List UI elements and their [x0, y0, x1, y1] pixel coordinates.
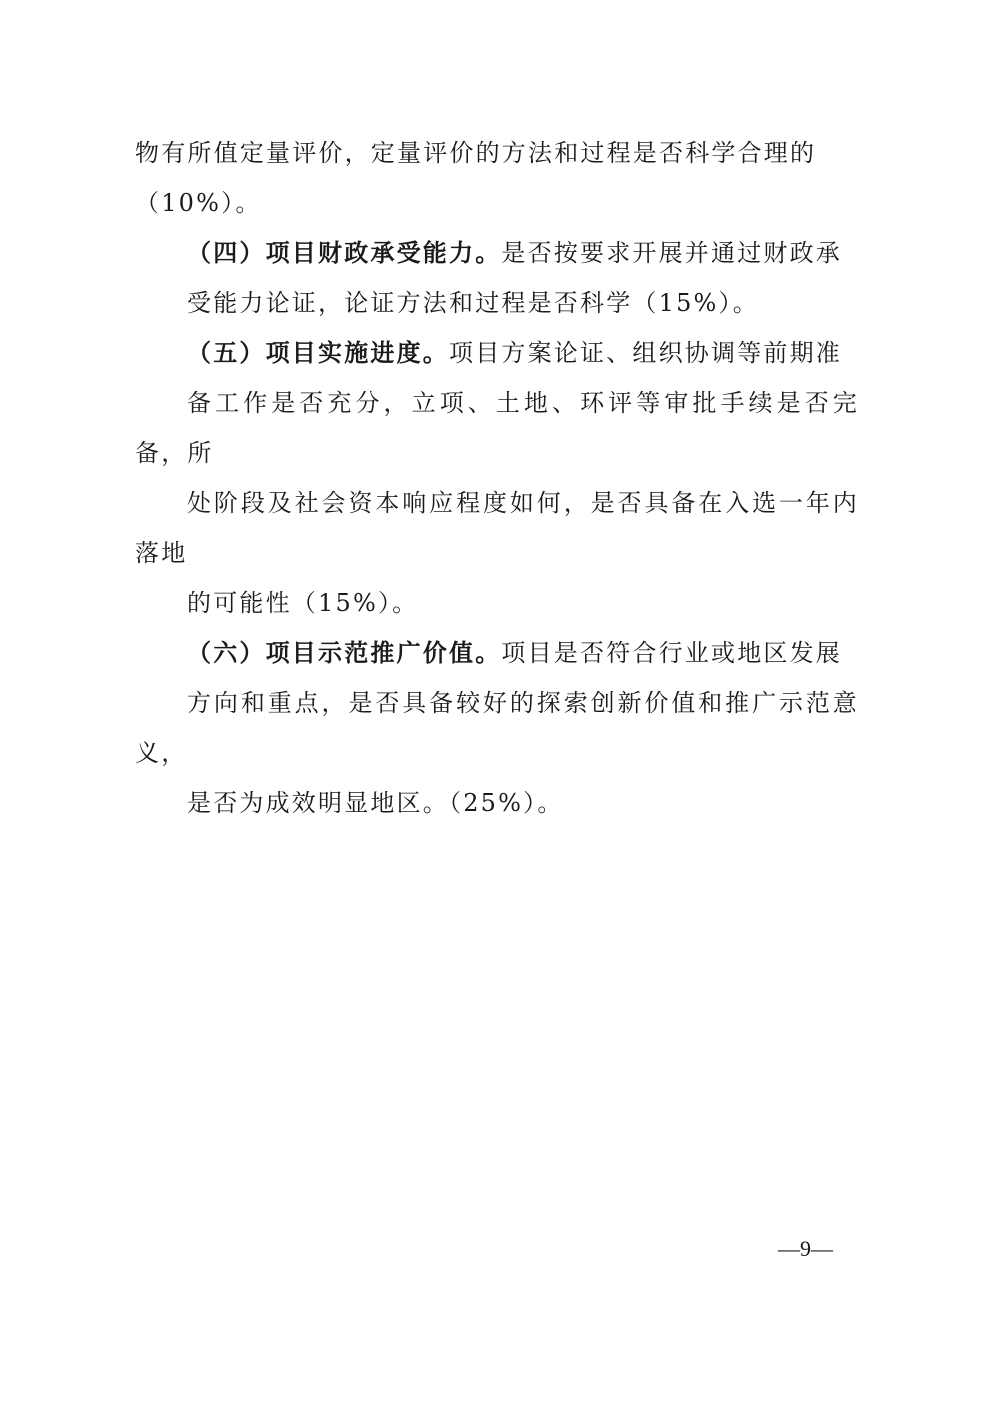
- paragraph-line: 方向和重点，是否具备较好的探索创新价值和推广示范意义，: [135, 689, 859, 767]
- section-heading-demonstration-value: （六）项目示范推广价值。: [187, 638, 502, 667]
- paragraph-first-line: [187, 239, 842, 267]
- paragraph-line: 物有所值定量评价，定量评价的方法和过程是否科学合理的: [135, 139, 817, 167]
- section-heading-implementation-progress: （五）项目实施进度。: [187, 338, 449, 367]
- paragraph-line: 备工作是否充分，立项、土地、环评等审批手续是否完备，所: [135, 389, 859, 467]
- paragraph-first-line: [187, 339, 842, 367]
- page-number: —9—: [778, 1236, 833, 1261]
- paragraph-implementation-progress: [135, 328, 859, 628]
- paragraph-line: （10%）。: [135, 189, 262, 217]
- paragraph-line: 受能力论证，论证方法和过程是否科学（15%）。: [187, 289, 759, 317]
- paragraph-line: 处阶段及社会资本响应程度如何，是否具备在入选一年内落地: [135, 489, 859, 567]
- paragraph-line: 项目方案论证、组织协调等前期准: [449, 339, 842, 367]
- paragraph-first-line: [187, 639, 842, 667]
- paragraph-value-for-money: [135, 128, 859, 228]
- section-heading-fiscal-capacity: （四）项目财政承受能力。: [187, 238, 502, 267]
- paragraph-demonstration-value: [135, 628, 859, 828]
- paragraph-line: 的可能性（15%）。: [187, 589, 419, 617]
- document-body: [135, 128, 859, 828]
- paragraph-line: 是否按要求开展并通过财政承: [501, 239, 843, 267]
- paragraph-line: 项目是否符合行业或地区发展: [501, 639, 843, 667]
- paragraph-line: 是否为成效明显地区。（25%）。: [187, 789, 564, 817]
- paragraph-fiscal-capacity: [135, 228, 859, 328]
